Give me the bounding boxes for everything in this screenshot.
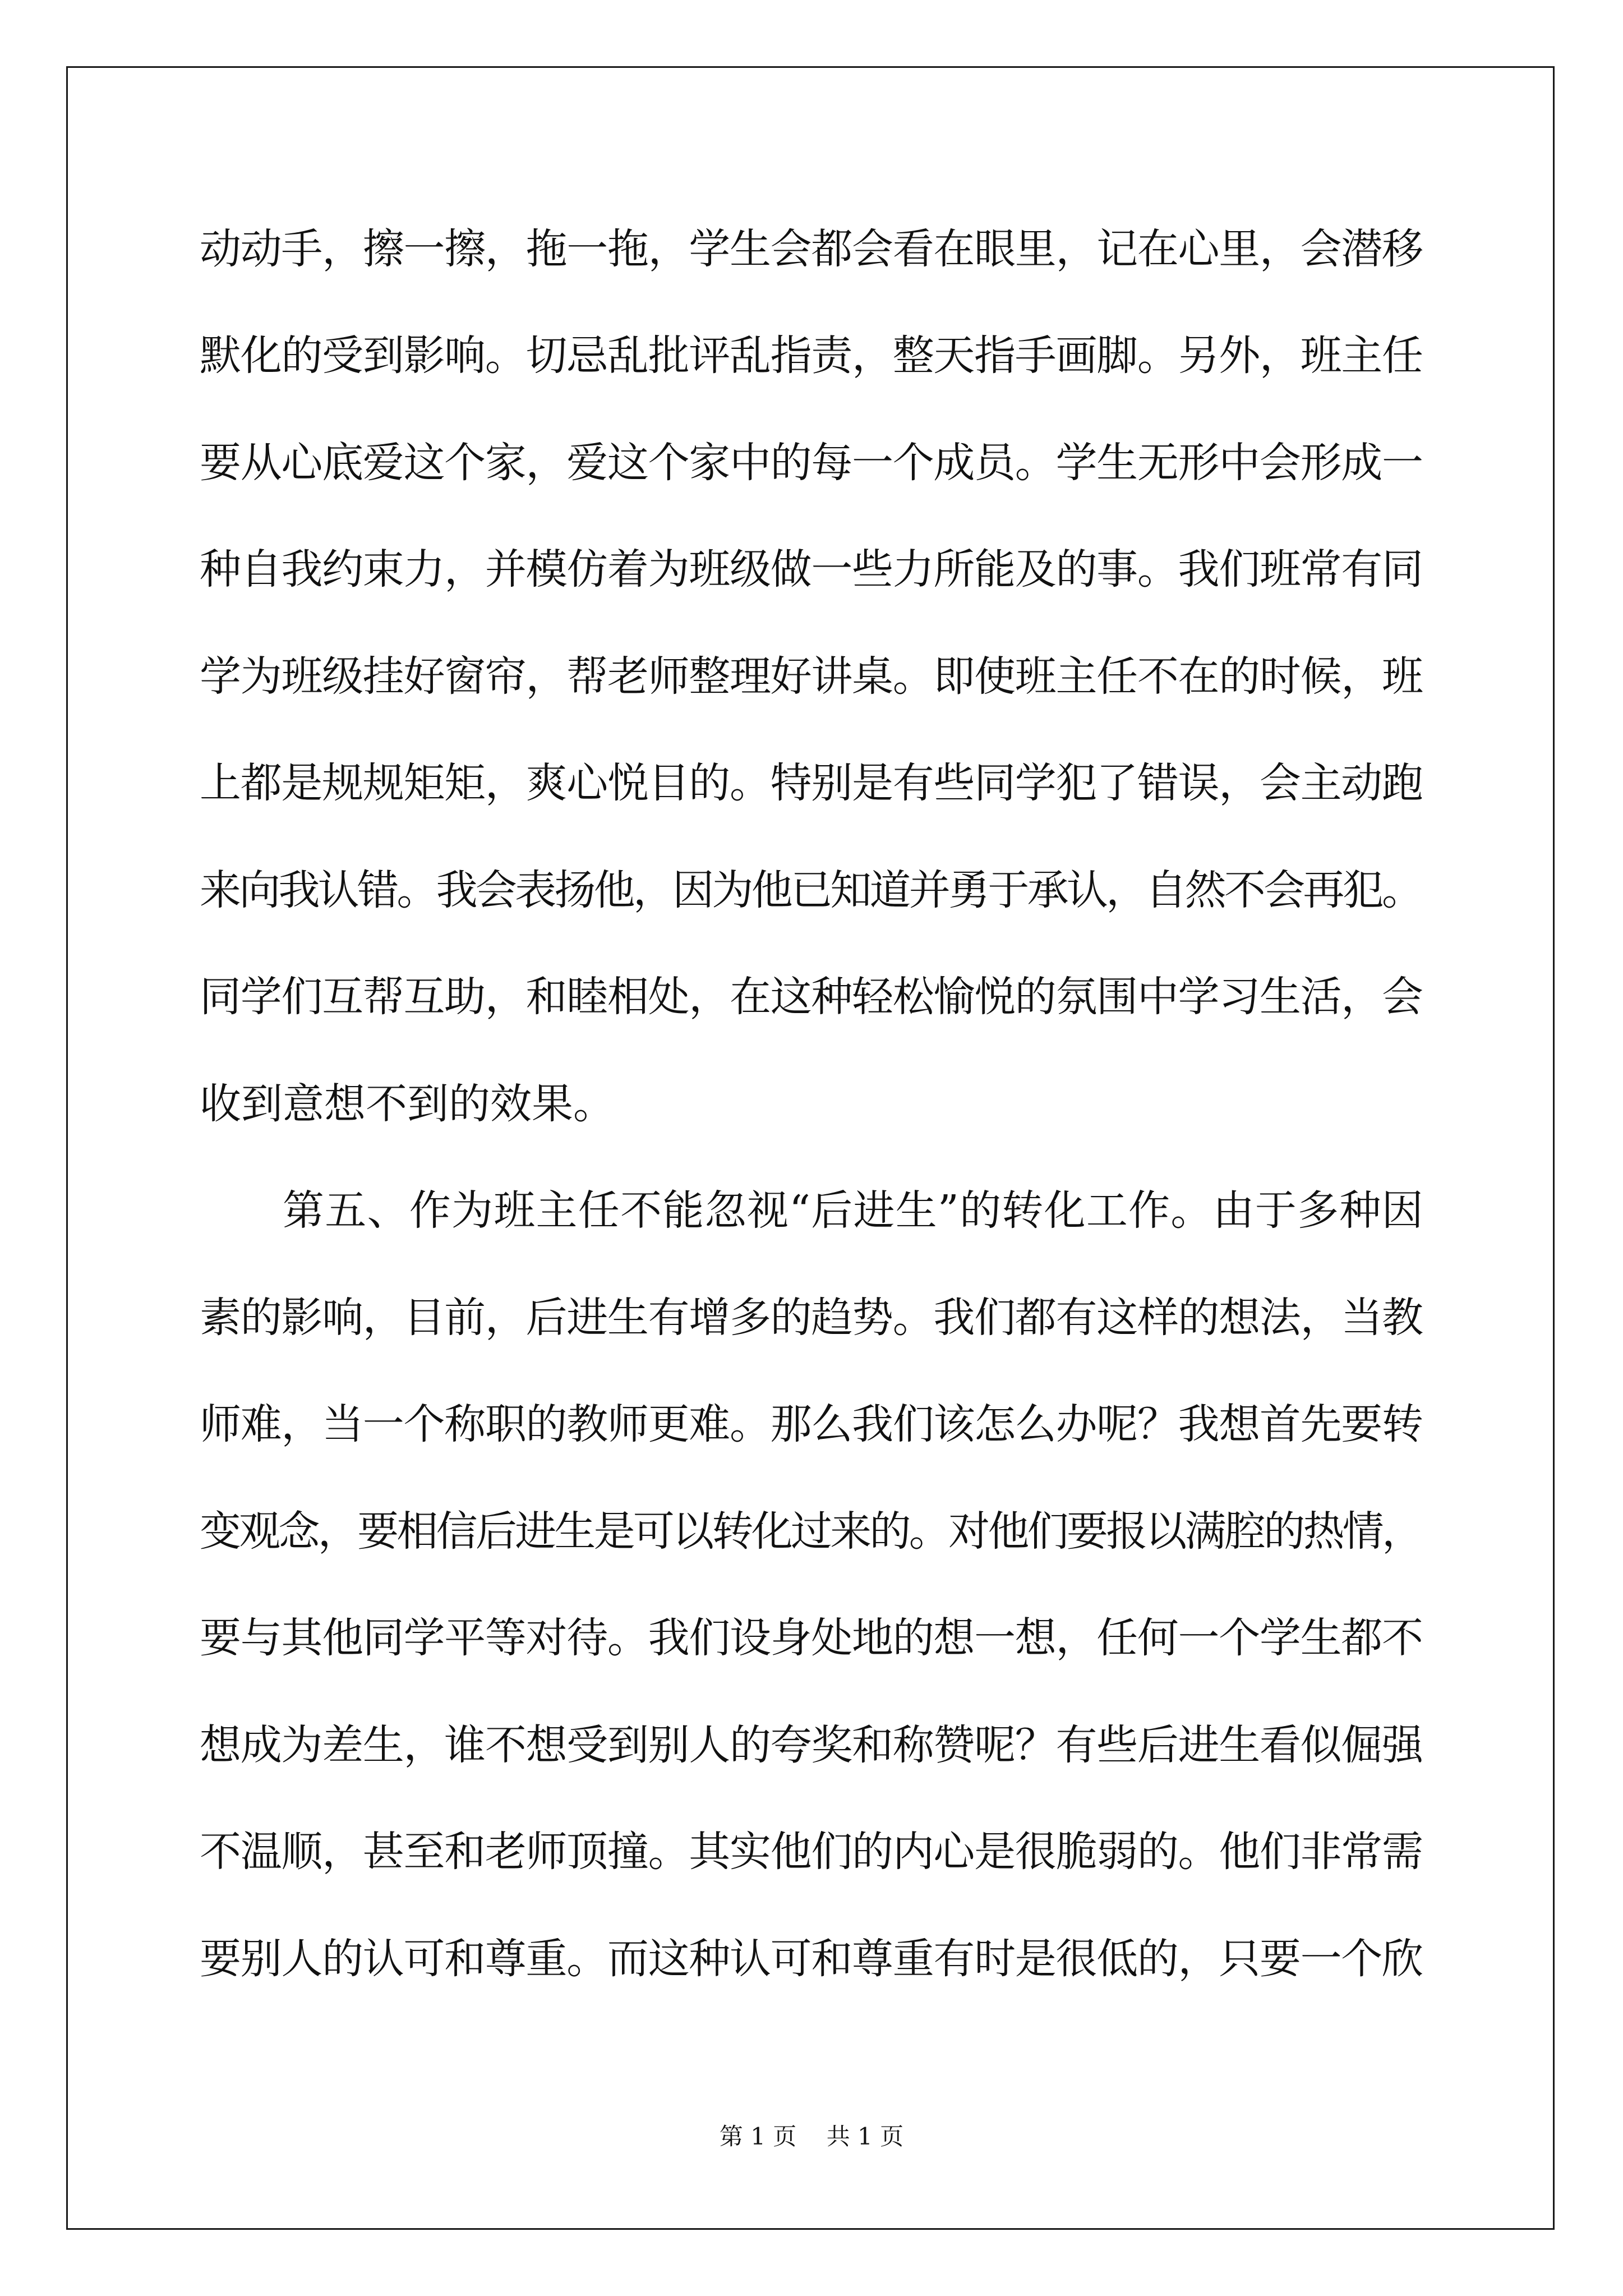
paragraph-line: 学为班级挂好窗帘，帮老师整理好讲桌。即使班主任不在的时候，班 [200,652,1423,701]
paragraph-line: 要别人的认可和尊重。而这种认可和尊重有时是很低的，只要一个欣 [200,1935,1423,1983]
paragraph-line: 要与其他同学平等对待。我们设身处地的想一想，任何一个学生都不 [200,1614,1423,1662]
paragraph-line: 要从心底爱这个家，爱这个家中的每一个成员。学生无形中会形成一 [200,439,1423,487]
paragraph-line: 想成为差生，谁不想受到别人的夸奖和称赞呢？有些后进生看似倔强 [200,1721,1423,1769]
page-number: 第 1 页 共 1 页 [719,2123,904,2150]
paragraph-line: 上都是规规矩矩，爽心悦目的。特别是有些同学犯了错误，会主动跑 [200,759,1423,807]
paragraph-line: 动动手，擦一擦，拖一拖，学生会都会看在眼里，记在心里，会潜移 [200,225,1423,273]
paragraph-line: 同学们互帮互助，和睦相处，在这种轻松愉悦的氛围中学习生活，会 [200,973,1423,1021]
page-frame [66,66,1555,2230]
paragraph-line: 默化的受到影响。切忌乱批评乱指责，整天指手画脚。另外，班主任 [200,332,1423,380]
paragraph-line: 种自我约束力，并模仿着为班级做一些力所能及的事。我们班常有同 [200,545,1423,593]
paragraph-line: 收到意想不到的效果。 [200,1080,615,1128]
paragraph-line: 变观念，要相信后进生是可以转化过来的。对他们要报以满腔的热情， [200,1507,1422,1556]
paragraph-line: 师难，当一个称职的教师更难。那么我们该怎么办呢？我想首先要转 [200,1400,1423,1448]
paragraph-line: 不温顺，甚至和老师顶撞。其实他们的内心是很脆弱的。他们非常需 [200,1828,1423,1876]
paragraph-line: 第五、作为班主任不能忽视“后进生”的转化工作。由于多种因 [283,1186,1424,1235]
paragraph-line: 来向我认错。我会表扬他，因为他已知道并勇于承认，自然不会再犯。 [200,866,1422,914]
paragraph-line: 素的影响，目前，后进生有增多的趋势。我们都有这样的想法，当教 [200,1294,1423,1342]
